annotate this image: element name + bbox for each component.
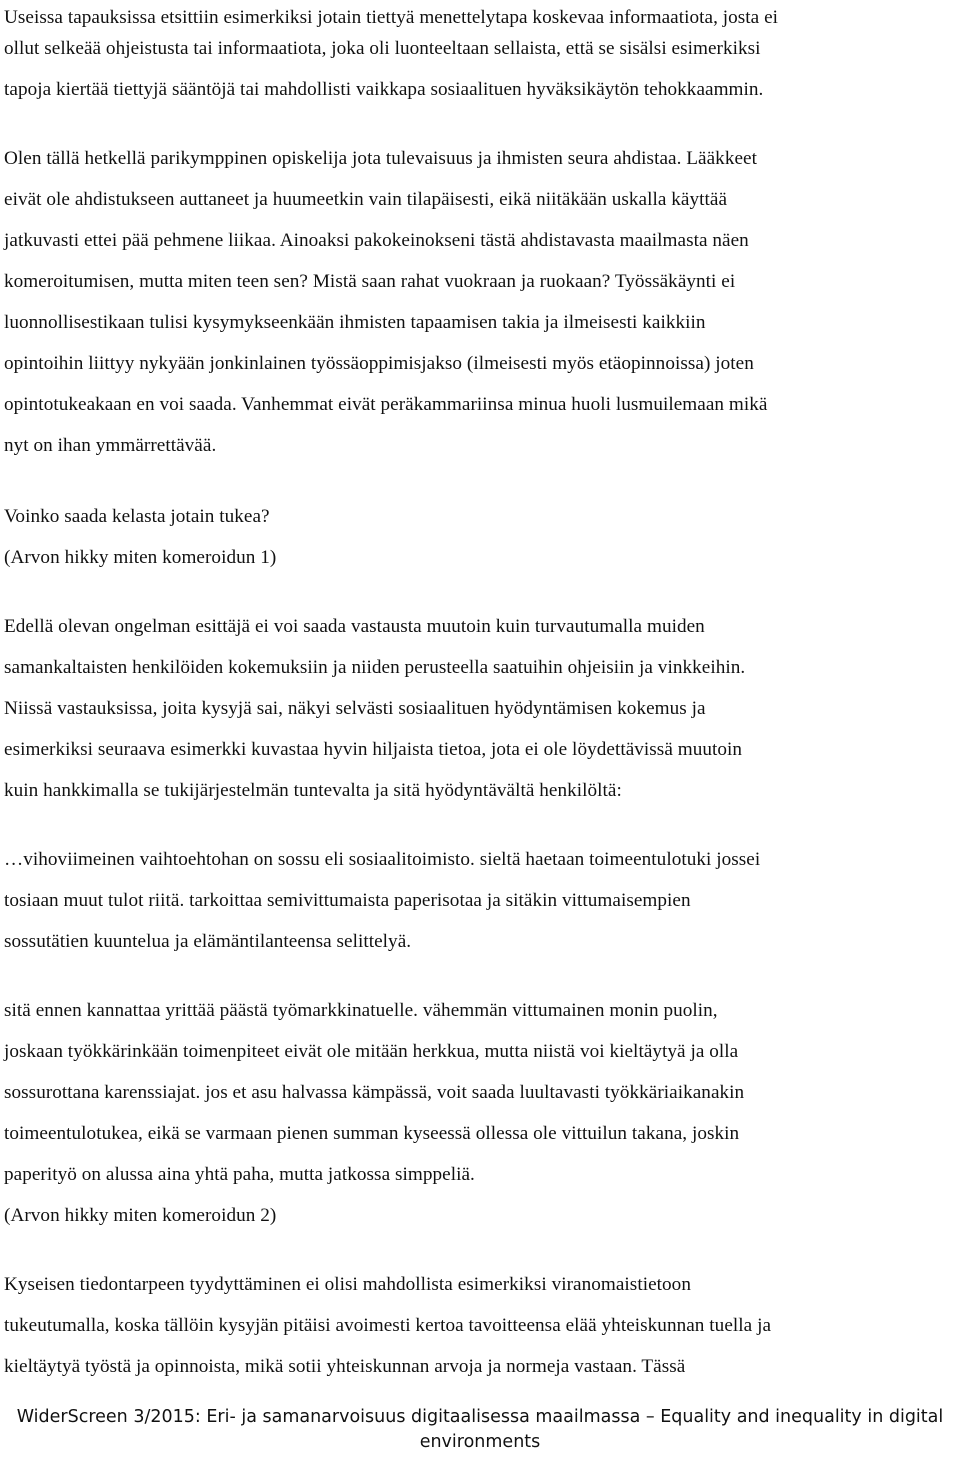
text-line: Niissä vastauksissa, joita kysyjä sai, näkyi selvästi sosiaalituen hyödyntämisen kokemus ja [4, 698, 706, 719]
text-line: opintoihin liittyy nykyään jonkinlainen työssäoppimisjakso (ilmeisesti myös etäopinnoissa) joten [4, 353, 754, 374]
text-line: ollut selkeää ohjeistusta tai informaatiota, joka oli luonteeltaan sellaista, että se sisälsi esimerkiksi [4, 38, 761, 59]
footer-line-2: environments [419, 1432, 541, 1452]
text-line: Edellä olevan ongelman esittäjä ei voi saada vastausta muutoin kuin turvautumalla muiden [4, 616, 705, 637]
text-line: Olen tällä hetkellä parikymppinen opiskelija jota tulevaisuus ja ihmisten seura ahdistaa. Lääkkeet [4, 148, 757, 169]
text-line: Kyseisen tiedontarpeen tyydyttäminen ei olisi mahdollista esimerkiksi viranomaistietoon [4, 1274, 691, 1295]
text-line: (Arvon hikky miten komeroidun 1) [4, 547, 277, 568]
text-line: Voinko saada kelasta jotain tukea? [4, 506, 270, 527]
text-line: toimeentulotukea, eikä se varmaan pienen summan kyseessä ollessa ole vittuilun takana, joskin [4, 1123, 740, 1144]
text-line: luonnollisestikaan tulisi kysymykseenkään ihmisten tapaamisen takia ja ilmeisesti kaikkiin [4, 312, 706, 333]
text-line: tapoja kiertää tiettyjä sääntöjä tai mahdollisti vaikkapa sosiaalituen hyväksikäytön tehokkaammin. [4, 79, 764, 100]
text-line: tosiaan muut tulot riitä. tarkoittaa semivittumaista paperisotaa ja sitäkin vittumaisempien [4, 890, 691, 911]
text-line: sossurottana karenssiajat. jos et asu halvassa kämpässä, voit saada luultavasti työkkäriaikanakin [4, 1082, 745, 1103]
text-line: sitä ennen kannattaa yrittää päästä työmarkkinatuelle. vähemmän vittumainen monin puolin, [4, 1000, 718, 1021]
text-line: (Arvon hikky miten komeroidun 2) [4, 1205, 277, 1226]
text-line: eivät ole ahdistukseen auttaneet ja huumeetkin vain tilapäisesti, eikä niitäkään uskalla käyttää [4, 189, 728, 210]
text-line: …vihoviimeinen vaihtoehtohan on sossu eli sosiaalitoimisto. sieltä haetaan toimeentulotuki jossei [4, 849, 761, 870]
text-line: kuin hankkimalla se tukijärjestelmän tuntevalta ja sitä hyödyntävältä henkilöltä: [4, 780, 622, 801]
text-line: sossutätien kuuntelua ja elämäntilanteensa selittelyä. [4, 931, 412, 952]
text-line: samankaltaisten henkilöiden kokemuksiin ja niiden perusteella saatuihin ohjeisiin ja vinkkeihin. [4, 657, 746, 678]
text-line: jatkuvasti ettei pää pehmene liikaa. Ainoaksi pakokeinokseni tästä ahdistavasta maailmasta näen [4, 230, 749, 251]
text-line: tukeutumalla, koska tällöin kysyjän pitäisi avoimesti kertoa tavoitteensa elää yhteiskunnan tuella ja [4, 1315, 772, 1336]
text-line: komeroitumisen, mutta miten teen sen? Mistä saan rahat vuokraan ja ruokaan? Työssäkäynti ei [4, 271, 736, 292]
text-line: opintotukeakaan en voi saada. Vanhemmat eivät peräkammariinsa minua huoli lusmuilemaan mikä [4, 394, 768, 415]
text-line: Useissa tapauksissa etsittiin esimerkiksi jotain tiettyä menettelytapa koskevaa informaatiota, josta ei [4, 7, 779, 28]
page-footer [0, 1405, 960, 1455]
footer-line-1: WiderScreen 3/2015: Eri- ja samanarvoisuus digitaalisessa maailmassa – Equality and inequality in digital [16, 1407, 944, 1427]
text-line: joskaan työkkärinkään toimenpiteet eivät ole mitään herkkua, mutta niistä voi kieltäytyä ja olla [4, 1041, 739, 1062]
text-line: nyt on ihan ymmärrettävää. [4, 435, 217, 456]
text-line: paperityö on alussa aina yhtä paha, mutta jatkossa simppeliä. [4, 1164, 475, 1185]
text-line: esimerkiksi seuraava esimerkki kuvastaa hyvin hiljaista tietoa, jota ei ole löydettävissä muutoin [4, 739, 743, 760]
text-line: kieltäytyä työstä ja opinnoista, mikä sotii yhteiskunnan arvoja ja normeja vastaan. Tässä [4, 1356, 686, 1377]
